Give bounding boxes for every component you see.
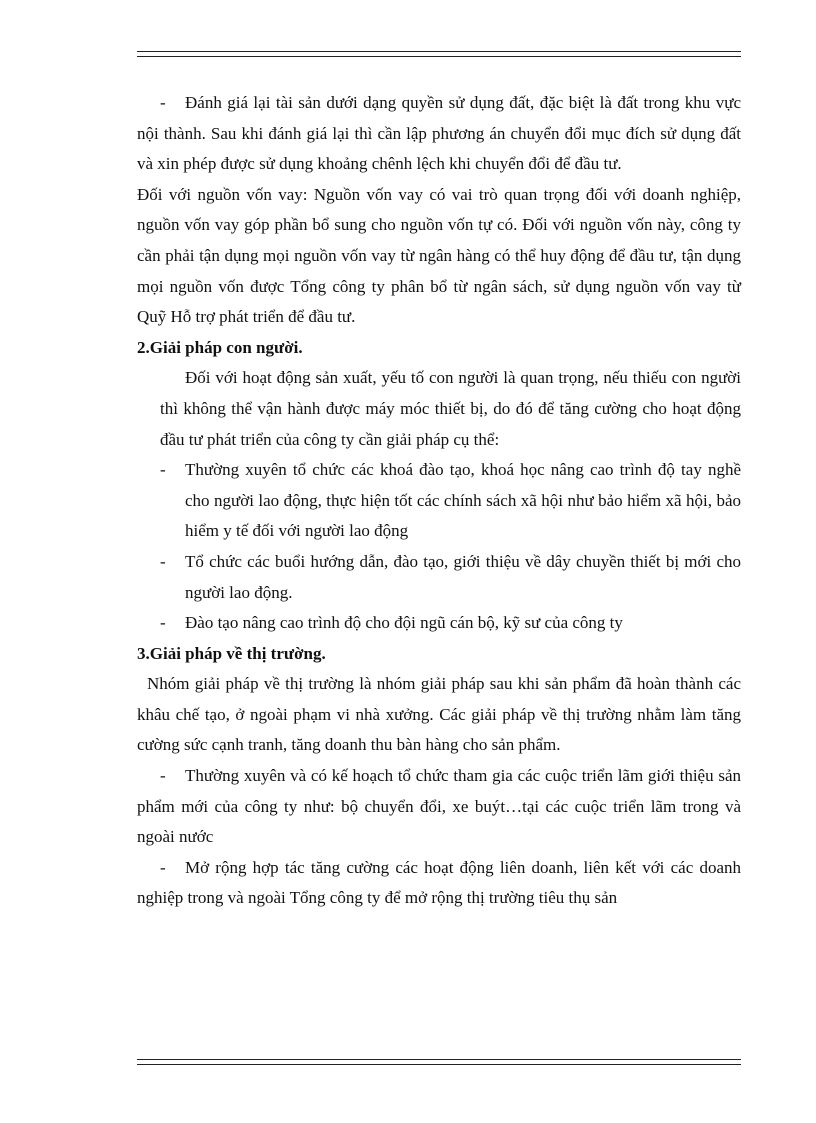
paragraph-text: Đánh giá lại tài sản dưới dạng quyền sử dụng đất, đặc biệt là đất trong khu vực nội thành. Sau khi đánh giá lại thì cần lập phương án chuyển đổi mục đích sử dụng đất và xin phép được sử dụng khoảng chênh lệch khi chuyển đổi để đầu tư. <box>137 93 741 174</box>
paragraph-loan-capital: Đối với nguồn vốn vay: Nguồn vốn vay có vai trò quan trọng đối với doanh nghiệp, nguồn vốn vay góp phần bổ sung cho nguồn vốn tự có. Đối với nguồn vốn này, công ty cần phải tận dụng mọi nguồn vốn vay từ ngân hàng có thể huy động để đầu tư, tận dụng mọi nguồn vốn được Tổng công ty phân bổ từ ngân sách, sử dụng nguồn vốn vay từ Quỹ Hỗ trợ phát triển để đầu tư. <box>137 184 741 327</box>
paragraph-text: Thường xuyên và có kế hoạch tổ chức tham gia các cuộc triển lãm giới thiệu sản phẩm mới của công ty như: bộ chuyển đổi, xe buýt…tại các cuộc triển lãm trong và ngoài nước <box>137 766 741 847</box>
header-rule <box>137 51 741 57</box>
paragraph-bullet-land-revaluation <box>137 88 741 180</box>
paragraph-bullet-guidance <box>137 547 741 608</box>
bullet-dash: - <box>160 613 166 633</box>
bullet-dash: - <box>160 766 166 786</box>
paragraph-text: Mở rộng hợp tác tăng cường các hoạt động liên doanh, liên kết với các doanh nghiệp trong và ngoài Tổng công ty để mở rộng thị trường tiêu thụ sản <box>137 857 741 908</box>
paragraph-text: Thường xuyên tổ chức các khoá đào tạo, khoá học nâng cao trình độ tay nghề cho người lao động, thực hiện tốt các chính sách xã hội như bảo hiểm xã hội, bảo hiểm y tế đối với người lao động <box>185 460 741 541</box>
document-body <box>137 88 741 914</box>
bullet-dash: - <box>160 93 166 112</box>
paragraph-bullet-exhibitions <box>137 761 741 853</box>
paragraph-bullet-staff-training <box>137 608 741 639</box>
paragraph-market-intro: Nhóm giải pháp về thị trường là nhóm giải pháp sau khi sản phẩm đã hoàn thành các khâu chế tạo, ở ngoài phạm vi nhà xưởng. Các giải pháp về thị trường nhằm làm tăng cường sức cạnh tranh, tăng doanh thu bàn hàng cho sản phẩm. <box>137 674 741 755</box>
bullet-dash: - <box>160 460 166 480</box>
paragraph-people-intro: Đối với hoạt động sản xuất, yếu tố con người là quan trọng, nếu thiếu con người thì không thể vận hành được máy móc thiết bị, do đó để tăng cường cho hoạt động đầu tư phát triển của công ty cần giải pháp cụ thể: <box>160 368 741 449</box>
bullet-dash: - <box>160 551 166 571</box>
paragraph-text: Đào tạo nâng cao trình độ cho đội ngũ cán bộ, kỹ sư của công ty <box>185 613 623 633</box>
bullet-dash: - <box>160 857 166 877</box>
paragraph-bullet-training <box>137 455 741 547</box>
paragraph-bullet-cooperation <box>137 853 741 914</box>
section-heading-people: 2.Giải pháp con người. <box>137 337 303 357</box>
paragraph-text: Tổ chức các buổi hướng dẫn, đào tạo, giới thiệu về dây chuyền thiết bị mới cho người lao động. <box>185 551 741 602</box>
section-heading-market: 3.Giải pháp về thị trường. <box>137 643 326 663</box>
footer-rule <box>137 1059 741 1065</box>
